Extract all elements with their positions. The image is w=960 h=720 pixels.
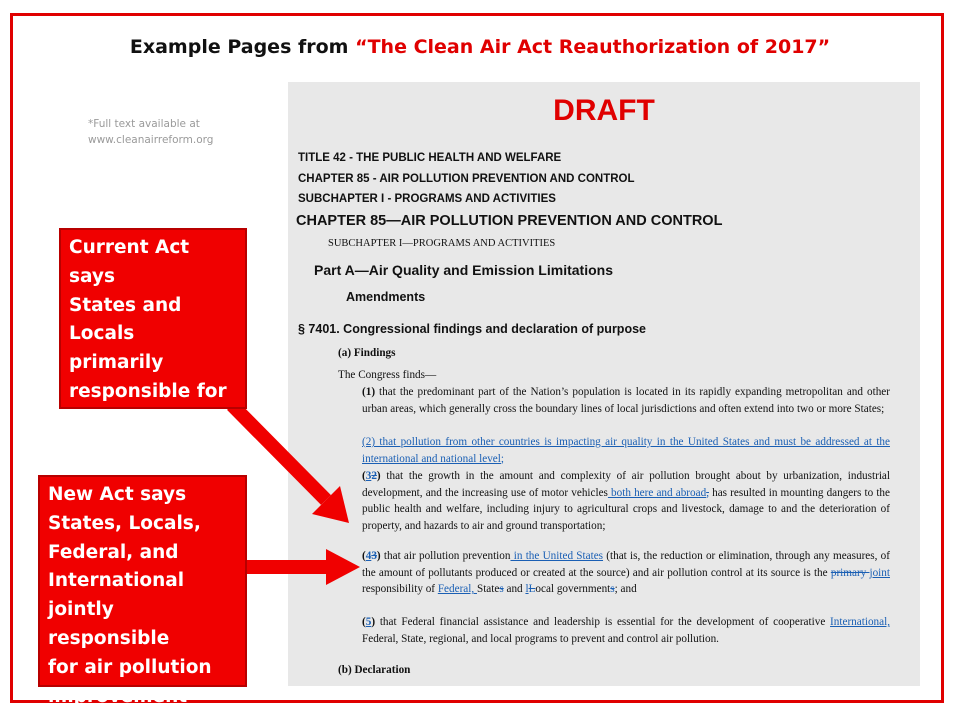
finding-3-insert: both here and abroad — [607, 486, 707, 499]
new-callout-line: States, Locals, — [48, 512, 201, 534]
finding-3-number: (32) — [362, 470, 381, 482]
new-act-callout — [38, 475, 247, 707]
finding-1-number: (1) — [362, 386, 376, 398]
finding-3-delete: , — [706, 486, 709, 499]
chapter-85-big-heading: CHAPTER 85—AIR POLLUTION PREVENTION AND CONTROL — [296, 213, 723, 229]
new-callout-line: for air pollution — [48, 656, 212, 678]
new-callout-line: International — [48, 570, 185, 592]
new-callout-line: improvement — [48, 685, 188, 707]
finding-4-insert-2: joint — [869, 566, 890, 579]
finding-3-text-b: has resulted in mounting dangers to the public health and welfare, including injury to agricultural crops and livestock, damage to and the deterioration of property, and hazards to air and ground transportation; — [362, 486, 890, 532]
current-callout-line: responsible for — [69, 380, 227, 402]
finding-4-delete-2: s — [499, 583, 504, 595]
finding-4-insert-3: Federal, — [437, 583, 477, 595]
new-callout-line: jointly responsible — [48, 599, 170, 649]
current-callout-line: Current Act says — [69, 237, 190, 287]
congress-finds: The Congress finds— — [338, 369, 437, 381]
finding-1-text: that the predominant part of the Nation’s population is located in its rapidly expanding metropolitan and other urban areas, which generally cross the boundary lines of local jurisdictions and often extend into two or more States; — [362, 386, 890, 415]
finding-5-text-b: Federal, State, regional, and local programs to prevent and control air pollution. — [362, 632, 719, 645]
findings-label: (a) Findings — [338, 347, 396, 359]
finding-4-text-c: responsibility of — [362, 583, 438, 595]
part-a-heading: Part A—Air Quality and Emission Limitations — [314, 262, 613, 278]
current-act-callout — [59, 228, 247, 460]
new-callout-line: New Act says — [48, 484, 187, 505]
note-line-2: www.cleanairreform.org — [88, 134, 214, 146]
finding-3-text-a: that the growth in the amount and complexity of air pollution brought about by urbanization, industrial development, and the increasing use of motor vehicles — [362, 470, 890, 499]
finding-5-text-a: that Federal financial assistance and leadership is essential for the development of cooperative — [375, 616, 831, 628]
draft-watermark: DRAFT — [553, 94, 655, 127]
declaration-label: (b) Declaration — [338, 664, 411, 676]
section-7401-heading: § 7401. Congressional findings and declaration of purpose — [298, 322, 646, 336]
current-callout-line: States and Locals — [69, 294, 182, 345]
finding-2-text: (2) that pollution from other countries is impacting air quality in the United States and must be addressed at the international and national level; — [362, 436, 890, 465]
finding-4-delete-4: s — [610, 583, 615, 595]
finding-4-text-f: ocal government — [535, 583, 611, 595]
subchapter-1-heading: SUBCHAPTER I - PROGRAMS AND ACTIVITIES — [298, 193, 556, 205]
current-callout-line: primarily — [69, 352, 164, 374]
finding-4-delete-3: L — [528, 583, 536, 595]
chapter-85-heading: CHAPTER 85 - AIR POLLUTION PREVENTION AND CONTROL — [298, 173, 635, 185]
title-42-heading: TITLE 42 - THE PUBLIC HEALTH AND WELFARE — [298, 152, 562, 164]
finding-4-number: (43) — [362, 550, 381, 562]
finding-4-insert-1: in the United States — [510, 550, 604, 562]
title-prefix: Example Pages from — [129, 36, 356, 58]
finding-4-text-b: (that is, the reduction or elimination, through any measures, of the amount of pollutants produced or created at the source) and air pollution control at its source is the — [362, 550, 890, 579]
finding-4-text-g: ; and — [614, 583, 637, 595]
current-callout-line: air pollution — [69, 409, 197, 431]
subchapter-1-small-heading: SUBCHAPTER I—PROGRAMS AND ACTIVITIES — [328, 238, 556, 249]
current-callout-line: improvement — [69, 438, 209, 460]
finding-5-insert: International, — [830, 616, 890, 628]
note-line-1: *Full text available at — [88, 118, 200, 130]
finding-5-number: (5) — [362, 616, 376, 628]
new-act-arrow-head — [326, 549, 360, 585]
finding-4-insert-4: l — [525, 583, 529, 595]
finding-4-text-e: and — [503, 583, 526, 595]
title-quote: “The Clean Air Act Reauthorization of 2017” — [355, 36, 831, 58]
finding-4-text-a: that air pollution prevention — [380, 550, 511, 562]
finding-4-delete-1: primary — [830, 566, 870, 579]
new-callout-line: Federal, and — [48, 541, 179, 563]
finding-4-text-d: State — [476, 583, 500, 595]
amendments-heading: Amendments — [346, 290, 426, 304]
